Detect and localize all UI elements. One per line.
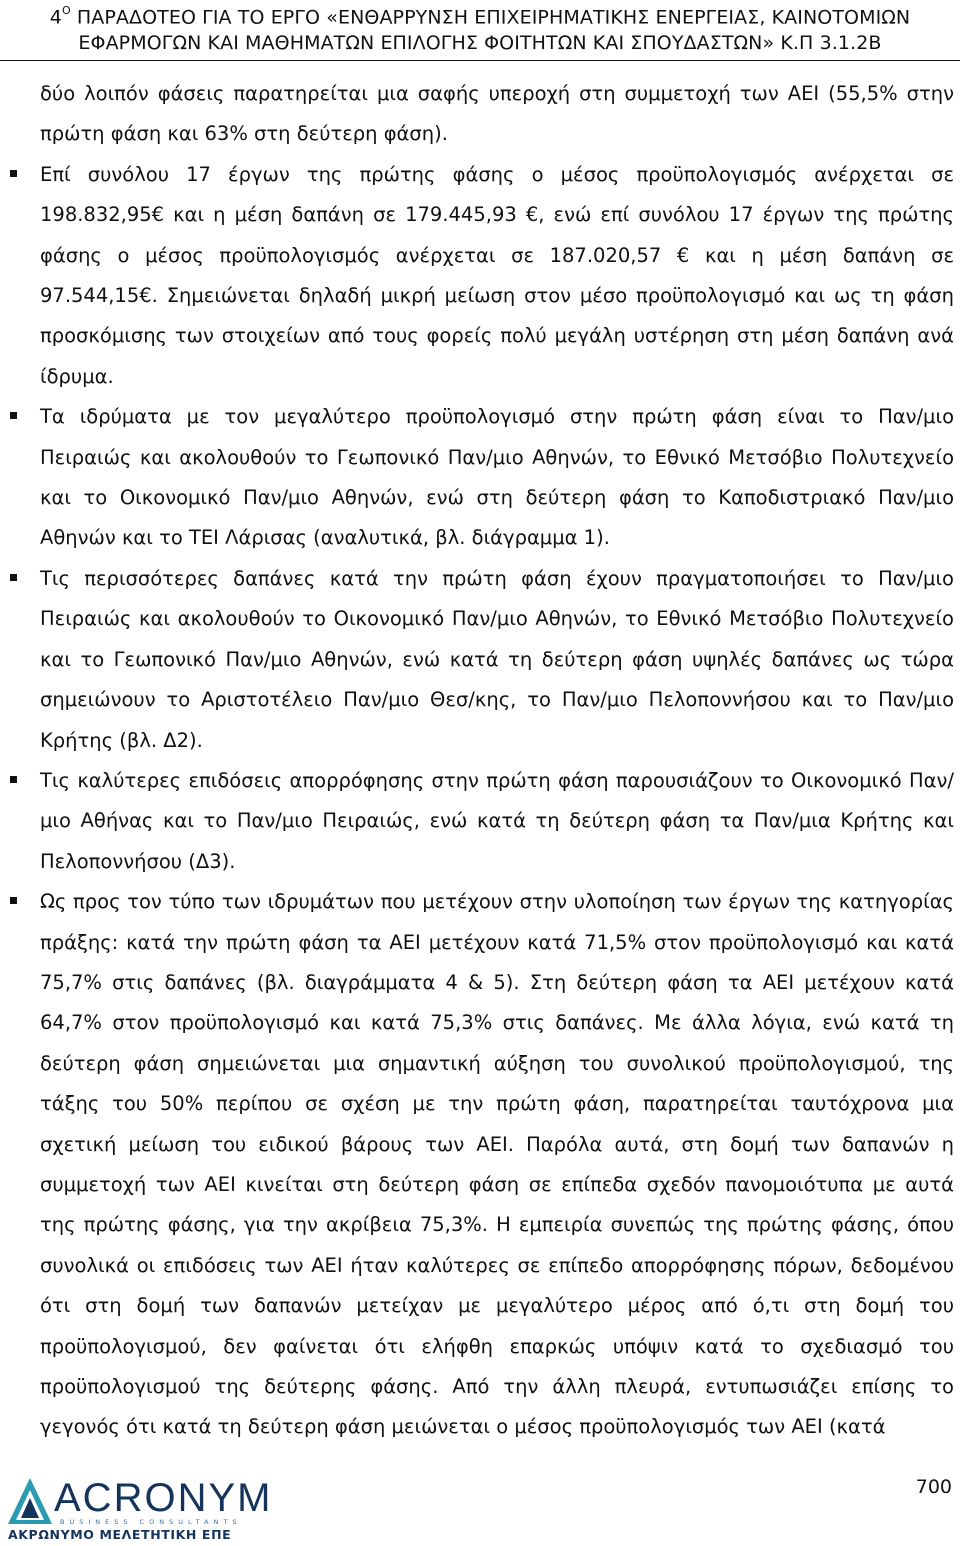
header-divider (0, 60, 960, 61)
document-body (40, 74, 954, 1448)
page-number: 700 (915, 1476, 952, 1498)
paragraph-intro: δύο λοιπόν φάσεις παρατηρείται μια σαφής υπεροχή στη συμμετοχή των ΑΕΙ (55,5% στην πρώτη φάση και 63% στη δεύτερη φάση). (40, 82, 954, 146)
page-header (0, 0, 960, 61)
logo-subtitle: BUSINESS CONSULTANTS (60, 1518, 242, 1526)
bullet-square-icon (10, 412, 17, 419)
bullet-paragraph (40, 559, 954, 761)
bullet-paragraph (40, 155, 954, 397)
logo-wordmark: ACRONYM (54, 1476, 273, 1520)
header-number: 4 (49, 6, 62, 29)
header-line-2: ΕΦΑΡΜΟΓΩΝ ΚΑΙ ΜΑΘΗΜΑΤΩΝ ΕΠΙΛΟΓΗΣ ΦΟΙΤΗΤΩΝ ΚΑΙ ΣΠΟΥΔΑΣΤΩΝ» Κ.Π 3.1.2Β (78, 32, 882, 55)
bullet-square-icon (10, 574, 17, 581)
bullet-text: Επί συνόλου 17 έργων της πρώτης φάσης ο μέσος προϋπολογισμός ανέρχεται σε 198.832,95€ και η μέση δαπάνη σε 179.445,93 €, ενώ επί συνόλου 17 έργων της πρώτης φάσης ο μέσος προϋπολογισμός ανέρχεται σε 187.020,57 € και η μέση δαπάνη σε 97.544,15€. Σημειώνεται δηλαδή μικρή μείωση στον μέσο προϋπολογισμό και ως τη φάση προσκόμισης των στοιχείων από τους φορείς πολύ μεγάλη υστέρηση στη μέση δαπάνη ανά ίδρυμα. (40, 162, 954, 388)
bullet-square-icon (10, 776, 17, 783)
bullet-square-icon (10, 897, 17, 904)
bullet-paragraph (40, 882, 954, 1448)
triangle-logo-icon (6, 1476, 54, 1528)
bullet-text: Ως προς τον τύπο των ιδρυμάτων που μετέχουν στην υλοποίηση των έργων της κατηγορίας πράξης: κατά την πρώτη φάση τα ΑΕΙ μετέχουν κατά 71,5% στον προϋπολογισμό και κατά 75,7% στις δαπάνες (βλ. διαγράμματα 4 & 5). Στη δεύτερη φάση τα ΑΕΙ μετέχουν κατά 64,7% στον προϋπολογισμό και κατά 75,3% στις δαπάνες. Με άλλα λόγια, ενώ κατά τη δεύτερη φάση σημειώνεται μια σημαντική αύξηση του συνολικού προϋπολογισμού, της τάξης του 50% περίπου σε σχέση με την πρώτη φάση, παρατηρείται ταυτόχρονα μια σχετική μείωση του ειδικού βάρους των ΑΕΙ. Παρόλα αυτά, στη δομή των δαπανών η συμμετοχή των ΑΕΙ κινείται στη δεύτερη φάση σε επίπεδα σχεδόν πανομοιότυπα με αυτά της πρώτης φάσης, για την ακρίβεια 75,3%. Η εμπειρία συνεπώς της πρώτης φάσης, όπου συνολικά οι επιδόσεις των ΑΕΙ ήταν καλύτερες σε επίπεδο απορρόφησης πόρων, δεδομένου ότι στη δομή των δαπανών μετείχαν με μεγαλύτερο μέρος από ό,τι στη δομή του προϋπολογισμού, δεν φαίνεται ότι ελήφθη επαρκώς υπόψιν κατά το σχεδιασμό του προϋπολογισμού της δεύτερης φάσης. Από την άλλη πλευρά, εντυπωσιάζει επίσης το γεγονός ότι κατά τη δεύτερη φάση μειώνεται ο μέσος προϋπολογισμός των ΑΕΙ (κατά (40, 890, 954, 1439)
company-logo (6, 1474, 273, 1542)
bullet-square-icon (10, 170, 17, 177)
bullet-text: Τις καλύτερες επιδόσεις απορρόφησης στην πρώτη φάση παρουσιάζουν το Οικονομικό Παν/μιο Αθήνας και το Παν/μιο Πειραιώς, ενώ κατά τη δεύτερη φάση τα Παν/μια Κρήτης και Πελοποννήσου (Δ3). (40, 768, 954, 873)
bullet-paragraph (40, 397, 954, 559)
header-line-1 (0, 0, 960, 30)
bullet-paragraph (40, 761, 954, 882)
bullet-text: Τις περισσότερες δαπάνες κατά την πρώτη φάση έχουν πραγματοποιήσει το Παν/μιο Πειραιώς και ακολουθούν το Οικονομικό Παν/μιο Αθηνών, το Εθνικό Μετσόβιο Πολυτεχνείο και το Γεωπονικό Παν/μιο Αθηνών, ενώ κατά τη δεύτερη φάση υψηλές δαπάνες ως τώρα σημειώνουν το Αριστοτέλειο Παν/μιο Θεσ/κης, το Παν/μιο Πελοποννήσου και το Παν/μιο Κρήτης (βλ. Δ2). (40, 566, 954, 752)
bullet-text: Τα ιδρύματα με τον μεγαλύτερο προϋπολογισμό στην πρώτη φάση είναι το Παν/μιο Πειραιώς και ακολουθούν το Γεωπονικό Παν/μιο Αθηνών, το Εθνικό Μετσόβιο Πολυτεχνείο και το Οικονομικό Παν/μιο Αθηνών, ενώ στη δεύτερη φάση το Καποδιστριακό Παν/μιο Αθηνών και το ΤΕΙ Λάρισας (αναλυτικά, βλ. διάγραμμα 1). (40, 405, 954, 550)
header-title-1: ΠΑΡΑΔΟΤΕΟ ΓΙΑ ΤΟ ΕΡΓΟ «ΕΝΘΑΡΡΥΝΣΗ ΕΠΙΧΕΙΡΗΜΑΤΙΚΗΣ ΕΝΕΡΓΕΙΑΣ, ΚΑΙΝΟΤΟΜΙΩΝ (70, 6, 911, 29)
header-superscript: Ο (61, 4, 71, 17)
logo-tagline: ΑΚΡΩΝΥΜΟ ΜΕΛΕΤΗΤΙΚΗ ΕΠΕ (8, 1527, 232, 1542)
